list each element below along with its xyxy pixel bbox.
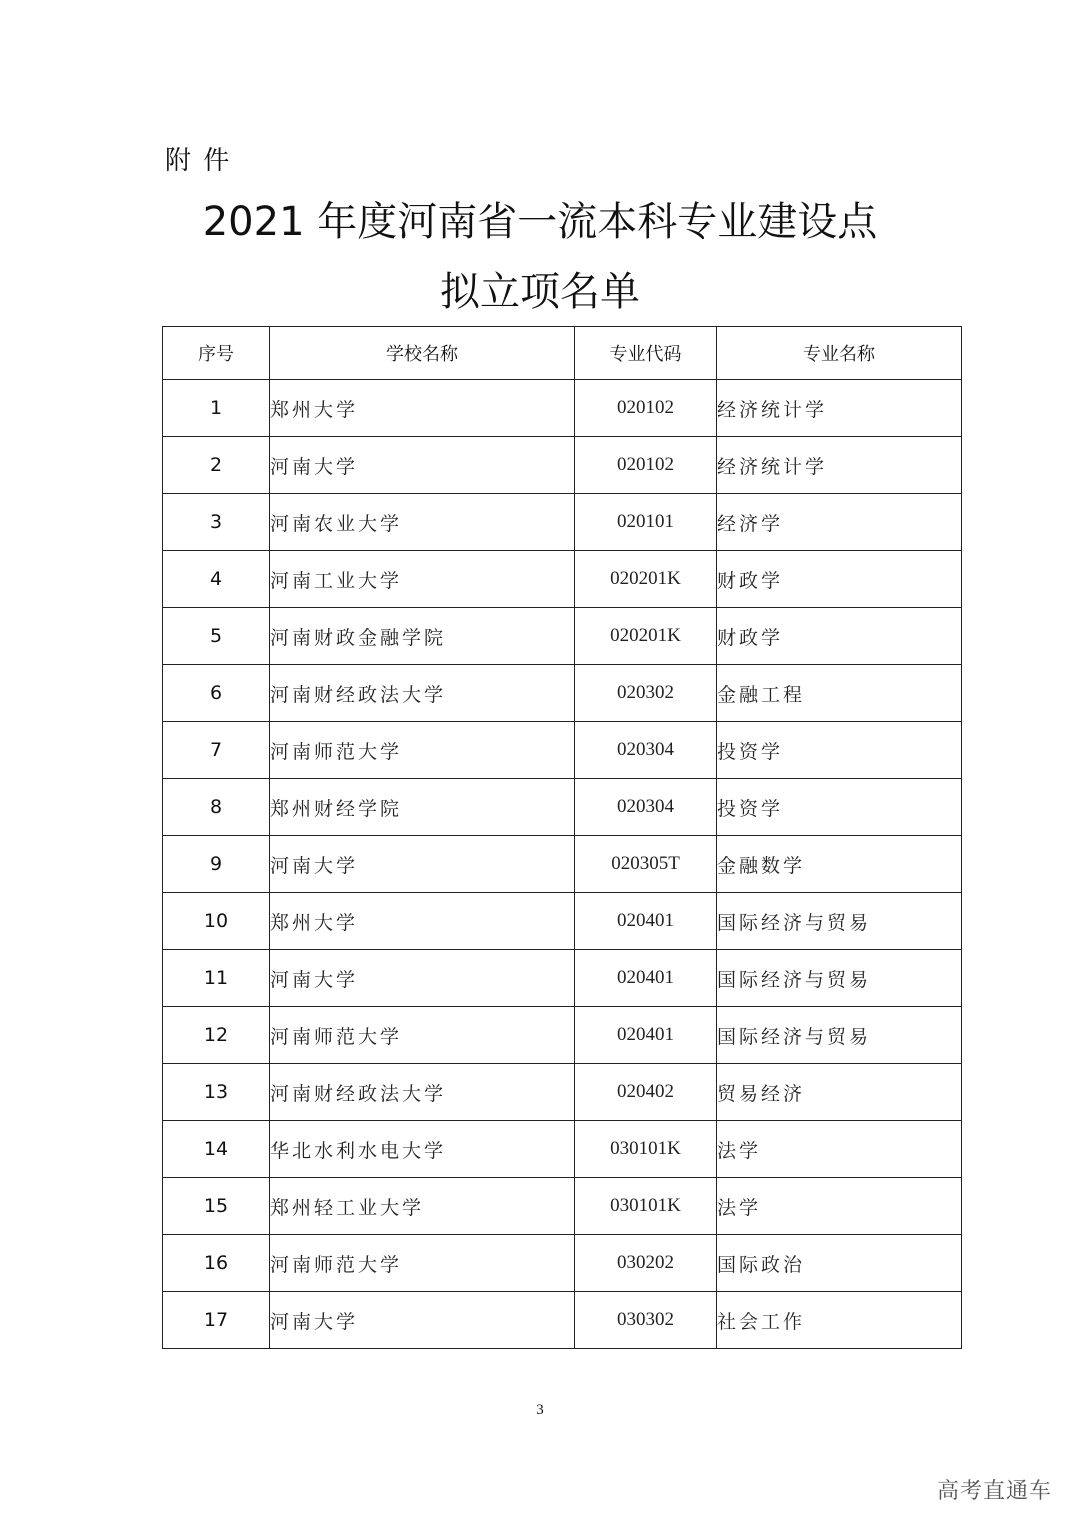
school-name: 华北水利水电大学 xyxy=(270,1121,575,1178)
major-name: 金融工程 xyxy=(717,665,962,722)
row-number: 14 xyxy=(163,1121,270,1178)
major-code: 030101K xyxy=(575,1178,717,1235)
table-row xyxy=(163,722,962,779)
document-subtitle: 拟立项名单 xyxy=(440,269,640,315)
school-name: 河南大学 xyxy=(270,950,575,1007)
major-name: 经济学 xyxy=(717,494,962,551)
school-name: 河南工业大学 xyxy=(270,551,575,608)
major-code: 020102 xyxy=(575,437,717,494)
school-name: 河南师范大学 xyxy=(270,1235,575,1292)
table-row xyxy=(163,1007,962,1064)
major-code: 020304 xyxy=(575,779,717,836)
table-row xyxy=(163,1292,962,1349)
major-name: 财政学 xyxy=(717,608,962,665)
row-number: 2 xyxy=(163,437,270,494)
major-name: 金融数学 xyxy=(717,836,962,893)
major-code: 020401 xyxy=(575,950,717,1007)
major-code: 020402 xyxy=(575,1064,717,1121)
school-name: 河南大学 xyxy=(270,437,575,494)
table-row xyxy=(163,893,962,950)
major-name: 国际经济与贸易 xyxy=(717,1007,962,1064)
major-name: 法学 xyxy=(717,1178,962,1235)
school-name: 河南师范大学 xyxy=(270,1007,575,1064)
row-number: 4 xyxy=(163,551,270,608)
row-number: 8 xyxy=(163,779,270,836)
table-row xyxy=(163,1064,962,1121)
major-name: 投资学 xyxy=(717,779,962,836)
table-row xyxy=(163,950,962,1007)
school-name: 郑州财经学院 xyxy=(270,779,575,836)
table-row xyxy=(163,437,962,494)
row-number: 12 xyxy=(163,1007,270,1064)
major-name: 贸易经济 xyxy=(717,1064,962,1121)
table-row xyxy=(163,551,962,608)
school-name: 河南师范大学 xyxy=(270,722,575,779)
table-row xyxy=(163,665,962,722)
table-row xyxy=(163,1121,962,1178)
major-name: 国际经济与贸易 xyxy=(717,893,962,950)
project-list-table xyxy=(162,326,962,1349)
major-name: 经济统计学 xyxy=(717,380,962,437)
row-number: 10 xyxy=(163,893,270,950)
major-code: 020302 xyxy=(575,665,717,722)
major-code: 020102 xyxy=(575,380,717,437)
column-header-code: 专业代码 xyxy=(575,327,717,380)
major-name: 投资学 xyxy=(717,722,962,779)
column-header-school: 学校名称 xyxy=(270,327,575,380)
school-name: 郑州大学 xyxy=(270,893,575,950)
row-number: 11 xyxy=(163,950,270,1007)
major-name: 法学 xyxy=(717,1121,962,1178)
school-name: 河南大学 xyxy=(270,836,575,893)
major-code: 020304 xyxy=(575,722,717,779)
table-row xyxy=(163,494,962,551)
row-number: 1 xyxy=(163,380,270,437)
school-name: 河南财经政法大学 xyxy=(270,665,575,722)
major-code: 020101 xyxy=(575,494,717,551)
table-row xyxy=(163,380,962,437)
major-name: 社会工作 xyxy=(717,1292,962,1349)
row-number: 7 xyxy=(163,722,270,779)
attachment-label: 附 件 xyxy=(165,146,232,176)
major-code: 020305T xyxy=(575,836,717,893)
school-name: 郑州轻工业大学 xyxy=(270,1178,575,1235)
major-code: 020201K xyxy=(575,551,717,608)
school-name: 河南财政金融学院 xyxy=(270,608,575,665)
row-number: 17 xyxy=(163,1292,270,1349)
document-title: 2021 年度河南省一流本科专业建设点 xyxy=(202,199,878,245)
major-name: 国际经济与贸易 xyxy=(717,950,962,1007)
school-name: 郑州大学 xyxy=(270,380,575,437)
watermark: 高考直通车 xyxy=(936,1479,1052,1504)
school-name: 河南大学 xyxy=(270,1292,575,1349)
major-code: 020401 xyxy=(575,893,717,950)
row-number: 6 xyxy=(163,665,270,722)
table-row xyxy=(163,779,962,836)
school-name: 河南农业大学 xyxy=(270,494,575,551)
column-header-major: 专业名称 xyxy=(717,327,962,380)
page-number: 3 xyxy=(536,1402,544,1418)
column-header-number: 序号 xyxy=(163,327,270,380)
table-header-row xyxy=(163,327,962,380)
row-number: 5 xyxy=(163,608,270,665)
major-code: 030101K xyxy=(575,1121,717,1178)
major-code: 020201K xyxy=(575,608,717,665)
table-row xyxy=(163,836,962,893)
row-number: 3 xyxy=(163,494,270,551)
major-name: 国际政治 xyxy=(717,1235,962,1292)
table-row xyxy=(163,1178,962,1235)
major-code: 020401 xyxy=(575,1007,717,1064)
major-name: 经济统计学 xyxy=(717,437,962,494)
major-name: 财政学 xyxy=(717,551,962,608)
row-number: 9 xyxy=(163,836,270,893)
major-code: 030202 xyxy=(575,1235,717,1292)
table-row xyxy=(163,1235,962,1292)
row-number: 13 xyxy=(163,1064,270,1121)
school-name: 河南财经政法大学 xyxy=(270,1064,575,1121)
row-number: 16 xyxy=(163,1235,270,1292)
major-code: 030302 xyxy=(575,1292,717,1349)
table-row xyxy=(163,608,962,665)
row-number: 15 xyxy=(163,1178,270,1235)
